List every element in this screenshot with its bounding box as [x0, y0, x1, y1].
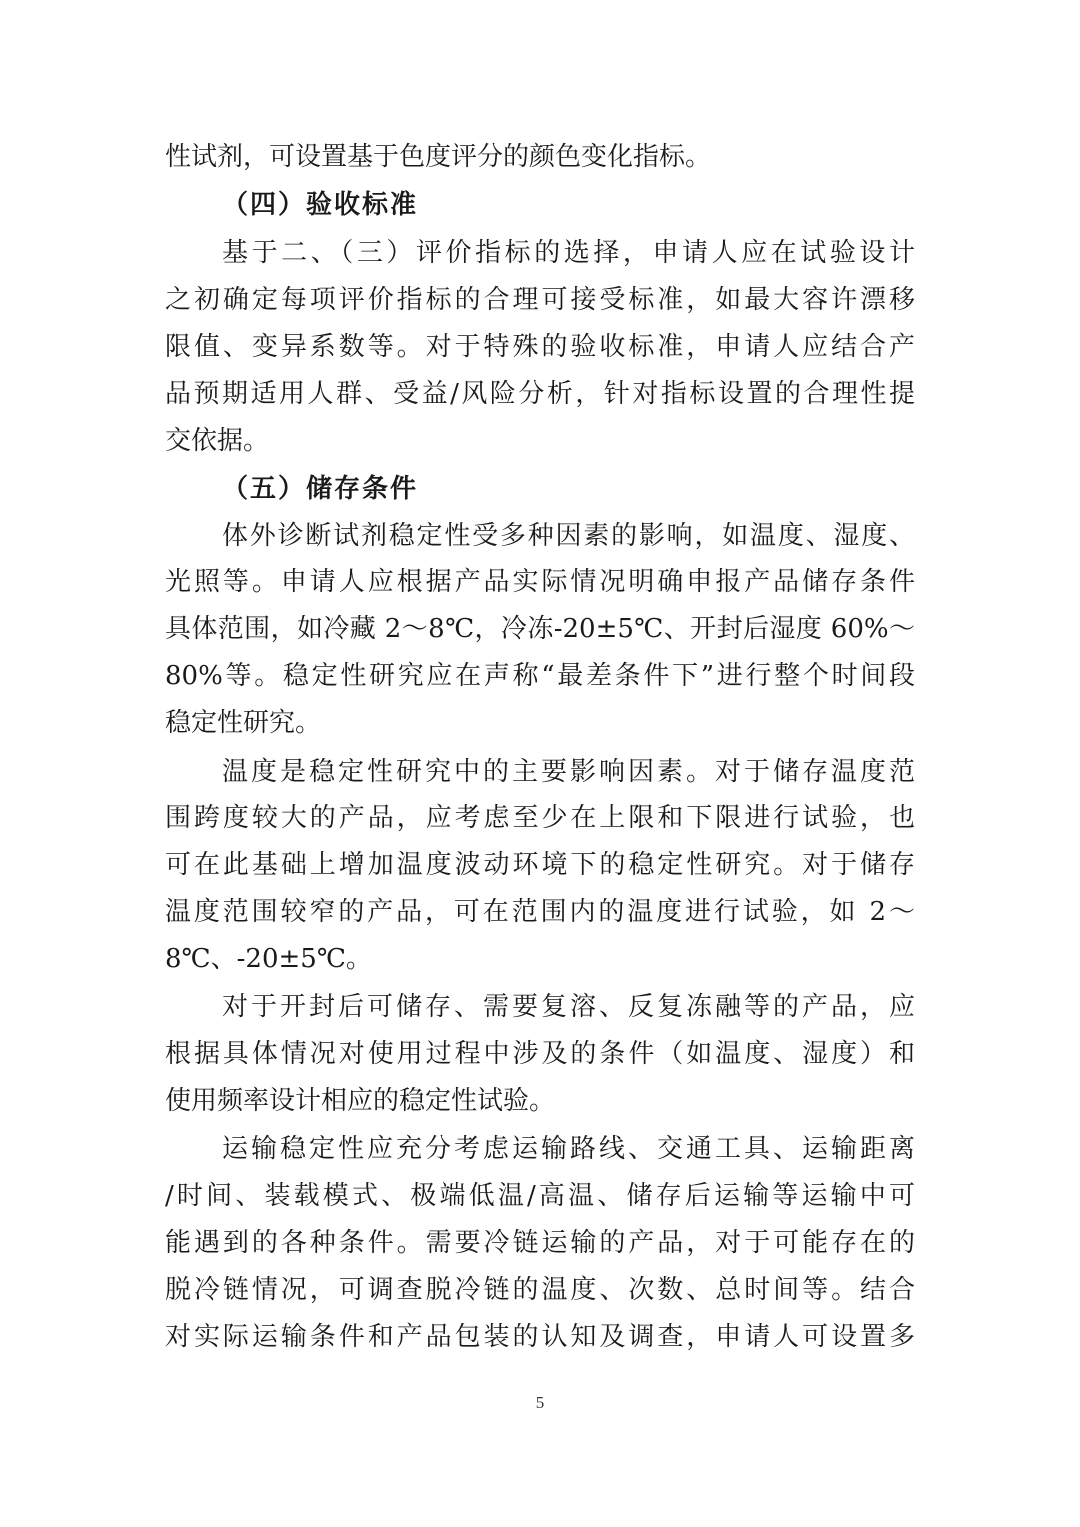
text-line: 稳定性研究。: [165, 708, 322, 738]
section-heading: （四）验收标准: [222, 190, 419, 220]
text-line: 光照等。申请人应根据产品实际情况明确申报产品储存条件: [165, 567, 915, 597]
text-line: 基于二、（三）评价指标的选择，申请人应在试验设计: [222, 238, 915, 268]
text-line: 性试剂，可设置基于色度评分的颜色变化指标。: [165, 142, 712, 172]
text-line: 具体范围，如冷藏 2～8℃，冷冻-20±5℃、开封后湿度 60%～: [165, 614, 915, 644]
text-line: 限值、变异系数等。对于特殊的验收标准，申请人应结合产: [165, 332, 915, 362]
text-line: 80%等。稳定性研究应在声称“最差条件下”进行整个时间段: [165, 661, 915, 691]
text-line: /时间、装载模式、极端低温/高温、储存后运输等运输中可: [165, 1181, 915, 1211]
text-line: 对实际运输条件和产品包装的认知及调查，申请人可设置多: [165, 1322, 915, 1352]
text-line: 之初确定每项评价指标的合理可接受标准，如最大容许漂移: [165, 285, 915, 315]
text-line: 可在此基础上增加温度波动环境下的稳定性研究。对于储存: [165, 850, 915, 880]
text-line: 8℃、-20±5℃。: [165, 944, 372, 974]
text-line: 能遇到的各种条件。需要冷链运输的产品，对于可能存在的: [165, 1228, 915, 1258]
section-heading: （五）储存条件: [222, 474, 419, 504]
text-line: 温度范围较窄的产品，可在范围内的温度进行试验，如 2～: [165, 897, 915, 927]
text-line: 交依据。: [165, 426, 270, 456]
text-line: 对于开封后可储存、需要复溶、反复冻融等的产品，应: [222, 992, 915, 1022]
text-line: 品预期适用人群、受益/风险分析，针对指标设置的合理性提: [165, 379, 915, 409]
text-line: 运输稳定性应充分考虑运输路线、交通工具、运输距离: [222, 1134, 915, 1164]
text-line: 脱冷链情况，可调查脱冷链的温度、次数、总时间等。结合: [165, 1275, 915, 1305]
text-line: 温度是稳定性研究中的主要影响因素。对于储存温度范: [222, 757, 915, 787]
text-line: 围跨度较大的产品，应考虑至少在上限和下限进行试验，也: [165, 803, 915, 833]
text-line: 根据具体情况对使用过程中涉及的条件（如温度、湿度）和: [165, 1039, 915, 1069]
text-line: 使用频率设计相应的稳定性试验。: [165, 1086, 556, 1116]
page-number: 5: [535, 1393, 545, 1412]
text-line: 体外诊断试剂稳定性受多种因素的影响，如温度、湿度、: [222, 521, 915, 551]
